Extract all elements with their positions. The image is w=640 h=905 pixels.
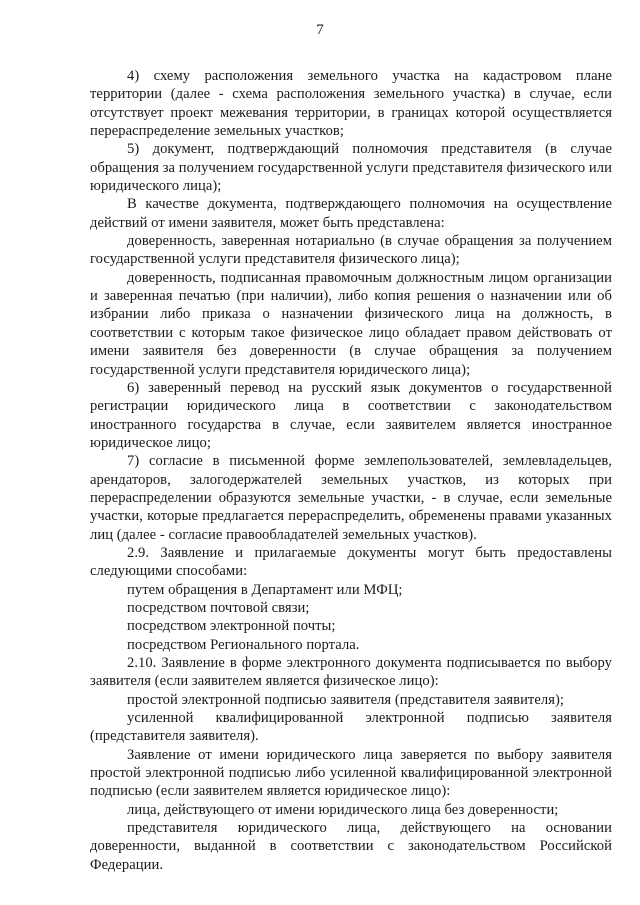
list-item-department-mfc: путем обращения в Департамент или МФЦ;	[127, 581, 403, 598]
paragraph-item-4: 4) схему расположения земельного участка на кадастровом плане территории (далее - схема расположения земельного участка) в случае, если отсутствует проект межевания территории, в границах которой осуществляется перераспределение земельных участков;	[90, 68, 612, 140]
paragraph-item-6: 6) заверенный перевод на русский язык документов о государственной регистрации юридического лица в соответствии с законодательством иностранного государства в случае, если заявителем является иностранное юридическое лицо;	[90, 379, 612, 451]
list-item-email: посредством электронной почты;	[127, 618, 336, 635]
list-item-regional-portal: посредством Регионального портала.	[127, 636, 360, 653]
paragraph-item-7: 7) согласие в письменной форме землепользователей, землевладельцев, арендаторов, залогодержателей земельных участков, из которых при перераспределении образуются земельные участки, - в случае, если земельные участки, которые предлагается перераспределить, обременены правами указанных лиц (далее - согласие правообладателей земельных участков).	[90, 453, 612, 543]
page-number: 7	[316, 22, 324, 38]
paragraph-notarial-power-of-attorney: доверенность, заверенная нотариально (в случае обращения за получением государственной услуги представителя физического лица);	[90, 233, 612, 268]
paragraph-organization-power-of-attorney: доверенность, подписанная правомочным должностным лицом организации и заверенная печатью (при наличии), либо копия решения о назначении или об избрании либо приказа о назначении физического лица на должность, в соответствии с которым такое физическое лицо обладает правом действовать от имени заявителя без доверенности (в случае обращения за получением государственной услуги представителя юридического лица);	[90, 269, 612, 378]
document-body	[90, 67, 612, 874]
list-item-without-power-of-attorney: лица, действующего от имени юридического лица без доверенности;	[127, 801, 559, 818]
list-item-qualified-signature: усиленной квалифицированной электронной подписью заявителя (представителя заявителя).	[90, 710, 612, 745]
paragraph-section-2-9: 2.9. Заявление и прилагаемые документы могут быть предоставлены следующими способами:	[90, 544, 612, 580]
paragraph-representative-intro: В качестве документа, подтверждающего полномочия на осуществление действий от имени заявителя, может быть представлена:	[90, 196, 612, 231]
paragraph-item-5: 5) документ, подтверждающий полномочия представителя (в случае обращения за получением государственной услуги представителя физического или юридического лица);	[90, 141, 612, 195]
list-item-simple-signature: простой электронной подписью заявителя (представителя заявителя);	[127, 691, 564, 708]
list-item-postal: посредством почтовой связи;	[127, 599, 310, 616]
paragraph-section-2-10: 2.10. Заявление в форме электронного документа подписывается по выбору заявителя (если заявителем является физическое лицо):	[90, 655, 612, 690]
list-item-representative-with-power-of-attorney: представителя юридического лица, действующего на основании доверенности, выданной в соответствии с законодательством Российской Федерации.	[90, 820, 612, 873]
paragraph-legal-entity-signature: Заявление от имени юридического лица заверяется по выбору заявителя простой электронной подписью либо усиленной квалифицированной электронной подписью (если заявителем является юридическое лицо):	[90, 746, 612, 800]
